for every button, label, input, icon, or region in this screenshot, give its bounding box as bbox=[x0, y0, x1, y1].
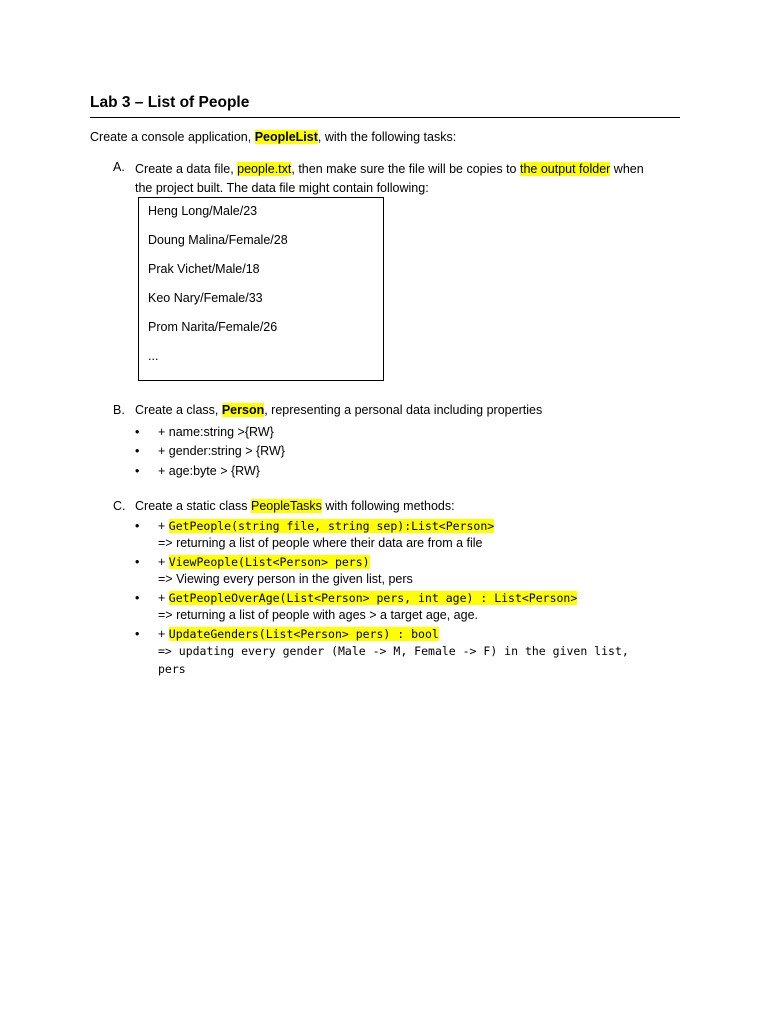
method-return-type: :List<Person> bbox=[404, 518, 495, 533]
intro-paragraph bbox=[90, 130, 456, 146]
section-b-text-2: , representing a personal data including properties bbox=[264, 403, 543, 417]
data-line: ... bbox=[148, 349, 159, 363]
method-list bbox=[113, 518, 683, 679]
list-item bbox=[113, 462, 683, 482]
section-a-text bbox=[135, 160, 683, 198]
method-description: => returning a list of people where their data are from a file bbox=[158, 536, 483, 551]
intro-text-before: Create a console application, bbox=[90, 130, 255, 144]
section-c-text-1: Create a static class bbox=[135, 499, 252, 513]
method-prefix: + bbox=[158, 626, 169, 641]
method-prefix: + bbox=[158, 590, 169, 605]
page-title: Lab 3 – List of People bbox=[90, 93, 680, 118]
method-description: => returning a list of people with ages > a target age, age. bbox=[158, 608, 479, 623]
section-a-highlight-file: people.txt bbox=[237, 162, 292, 176]
data-line: Doung Malina/Female/28 bbox=[148, 233, 288, 247]
method-signature: ViewPeople(List<Person> pers) bbox=[168, 554, 370, 569]
section-c-highlight: PeopleTasks bbox=[251, 499, 322, 513]
method-signature: GetPeople(string file, string sep) bbox=[168, 518, 405, 533]
bullet-icon: • bbox=[135, 518, 140, 533]
data-line: Heng Long/Male/23 bbox=[148, 204, 258, 218]
list-item bbox=[113, 423, 683, 443]
bullet-icon: • bbox=[135, 444, 140, 459]
section-b-text bbox=[135, 403, 683, 419]
section-a-highlight-output: the output folder bbox=[519, 162, 611, 176]
list-item bbox=[113, 554, 683, 589]
section-c-text bbox=[135, 499, 683, 515]
section-c bbox=[113, 499, 683, 678]
list-item bbox=[113, 590, 683, 625]
section-a-text-1: Create a data file, bbox=[135, 162, 238, 176]
bullet-icon: • bbox=[135, 626, 140, 641]
section-a-label: A. bbox=[113, 160, 125, 174]
method-description-continued: pers bbox=[158, 661, 186, 676]
list-item bbox=[113, 518, 683, 553]
property-text: + name:string >{RW} bbox=[158, 424, 274, 439]
section-a-text-2: , then make sure the file will be copies to bbox=[291, 162, 520, 176]
method-prefix: + bbox=[158, 554, 169, 569]
method-description: => Viewing every person in the given list, pers bbox=[158, 572, 413, 587]
section-a-text-3: when bbox=[610, 162, 644, 176]
data-line: Keo Nary/Female/33 bbox=[148, 291, 263, 305]
property-text: + gender:string > {RW} bbox=[158, 444, 285, 459]
section-a-line-2: the project built. The data file might contain following: bbox=[135, 181, 429, 195]
section-c-text-2: with following methods: bbox=[321, 499, 455, 513]
section-a bbox=[113, 160, 683, 198]
bullet-icon: • bbox=[135, 590, 140, 605]
bullet-icon: • bbox=[135, 424, 140, 439]
property-text: + age:byte > {RW} bbox=[158, 463, 260, 478]
section-b-text-1: Create a class, bbox=[135, 403, 222, 417]
method-signature: UpdateGenders(List<Person> pers) : bool bbox=[168, 626, 439, 641]
intro-highlight: PeopleList bbox=[254, 130, 318, 144]
data-line: Prom Narita/Female/26 bbox=[148, 320, 278, 334]
data-line: Prak Vichet/Male/18 bbox=[148, 262, 260, 276]
section-b bbox=[113, 403, 683, 481]
bullet-icon: • bbox=[135, 463, 140, 478]
intro-text-after: , with the following tasks: bbox=[317, 130, 457, 144]
section-c-label: C. bbox=[113, 499, 126, 513]
property-list bbox=[113, 423, 683, 482]
bullet-icon: • bbox=[135, 554, 140, 569]
method-signature: GetPeopleOverAge(List<Person> pers, int age) : List<Person> bbox=[168, 590, 578, 605]
list-item bbox=[113, 626, 683, 679]
data-file-box bbox=[138, 197, 384, 381]
method-description: => updating every gender (Male -> M, Female -> F) in the given list, bbox=[158, 644, 629, 659]
section-b-label: B. bbox=[113, 403, 125, 417]
list-item bbox=[113, 442, 683, 462]
method-prefix: + bbox=[158, 518, 169, 533]
section-b-highlight: Person bbox=[221, 403, 265, 417]
